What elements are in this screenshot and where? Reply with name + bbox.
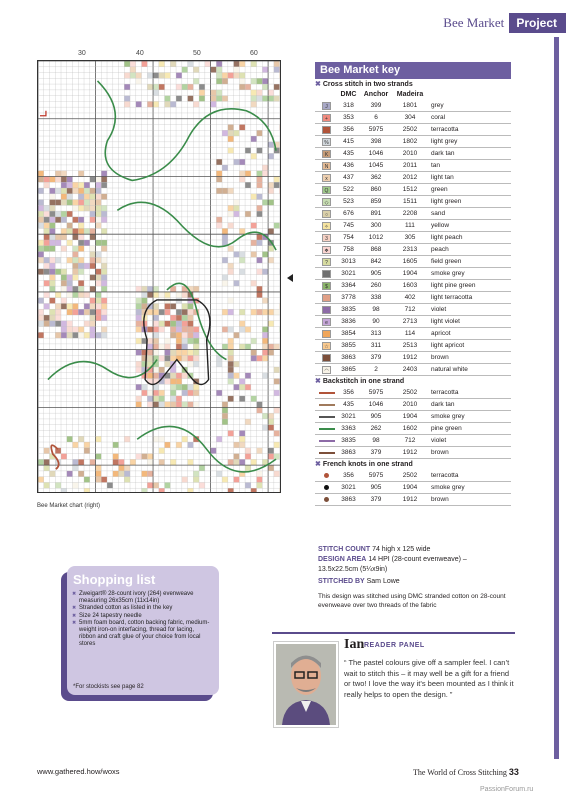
page-header — [443, 13, 566, 33]
key-madeira: 2502 — [402, 389, 418, 396]
shopping-item: ✖ Stranded cotton as listed in the key — [72, 605, 212, 612]
key-madeira: 1802 — [402, 138, 418, 145]
key-row — [315, 316, 511, 328]
key-madeira: 1912 — [402, 496, 418, 503]
panel-rule — [272, 632, 515, 634]
key-anchor: 260 — [370, 282, 382, 289]
key-name: peach — [431, 246, 449, 253]
key-dmc: 415 — [343, 138, 354, 145]
key-dmc: 523 — [343, 198, 354, 205]
key-name: grey — [431, 102, 444, 109]
backstitch-swatch — [319, 404, 335, 406]
key-dmc: 353 — [343, 114, 354, 121]
key-anchor: 399 — [370, 102, 382, 109]
key-madeira: 1801 — [402, 102, 418, 109]
chart-col-number: 30 — [78, 50, 86, 57]
key-row — [315, 387, 511, 399]
key-row — [315, 411, 511, 423]
key-anchor: 1046 — [368, 401, 384, 408]
french-knot-swatch — [324, 473, 329, 478]
key-name: light peach — [431, 234, 463, 241]
key-symbol-cell — [315, 114, 338, 122]
key-madeira: 2012 — [402, 174, 418, 181]
key-dmc: 3863 — [341, 354, 356, 361]
thread-swatch: e — [322, 318, 331, 326]
key-anchor: 262 — [370, 425, 382, 432]
cross-icon: ✖ — [315, 378, 321, 385]
panel-title: READER PANEL — [364, 642, 425, 649]
center-arrow-icon — [287, 274, 293, 282]
key-anchor: 313 — [370, 330, 382, 337]
key-name: light apricot — [431, 342, 465, 349]
backstitch-swatch — [319, 452, 335, 454]
header-tab: Project — [509, 13, 566, 33]
thread-swatch: Q — [322, 186, 331, 194]
key-dmc: 3021 — [341, 484, 356, 491]
key-symbol-cell — [315, 150, 338, 158]
key-madeira: 304 — [404, 114, 416, 121]
key-title: Bee Market key — [315, 62, 511, 79]
key-madeira: 2713 — [402, 318, 418, 325]
key-dmc: 318 — [343, 102, 354, 109]
french-knot-swatch — [324, 485, 329, 490]
key-madeira: 402 — [404, 294, 416, 301]
key-name: light terracotta — [431, 294, 473, 301]
thread-swatch — [322, 306, 331, 314]
key-madeira: 712 — [404, 437, 416, 444]
key-name: smoke grey — [431, 270, 465, 277]
key-name: coral — [431, 114, 446, 121]
key-row — [315, 494, 511, 506]
section-cross — [315, 79, 511, 90]
key-row — [315, 399, 511, 411]
key-dmc: 676 — [343, 210, 354, 217]
key-anchor: 905 — [370, 413, 382, 420]
key-row — [315, 447, 511, 459]
key-dmc: 356 — [343, 126, 354, 133]
key-symbol-cell — [315, 186, 338, 194]
thread-swatch — [322, 270, 331, 278]
key-anchor: 5975 — [368, 389, 384, 396]
thread-swatch: ☆ — [322, 342, 331, 350]
key-row — [315, 100, 511, 112]
key-dmc: 3836 — [341, 318, 356, 325]
key-row — [315, 292, 511, 304]
backstitch-swatch — [319, 416, 335, 418]
key-symbol-cell — [315, 440, 338, 442]
key-name: dark tan — [431, 150, 455, 157]
key-dmc: 3363 — [341, 425, 356, 432]
key-row — [315, 220, 511, 232]
key-anchor: 891 — [370, 210, 382, 217]
thread-swatch: ◇ — [322, 198, 331, 206]
key-row — [315, 172, 511, 184]
key-row — [315, 352, 511, 364]
key-row — [315, 435, 511, 447]
key-symbol-cell — [315, 330, 338, 338]
shopping-item: ✖ Size 24 tapestry needle — [72, 613, 212, 620]
thread-swatch: ◠ — [322, 366, 331, 374]
section-french — [315, 459, 511, 470]
key-name: brown — [431, 449, 449, 456]
key-row — [315, 196, 511, 208]
key-madeira: 2010 — [402, 150, 418, 157]
key-anchor: 98 — [372, 437, 380, 444]
key-dmc: 436 — [343, 162, 354, 169]
key-dmc: 3854 — [341, 330, 356, 337]
key-anchor: 905 — [370, 270, 382, 277]
key-madeira: 2011 — [403, 162, 417, 169]
key-dmc: 3835 — [341, 306, 356, 313]
reader-photo — [274, 642, 338, 727]
key-name: apricot — [431, 330, 451, 337]
thread-swatch: ? — [322, 258, 331, 266]
key-row — [315, 280, 511, 292]
key-anchor: 2 — [374, 366, 378, 373]
key-madeira: 1605 — [402, 258, 418, 265]
backstitch-swatch — [319, 440, 335, 442]
key-symbol-cell — [315, 246, 338, 254]
key-row — [315, 256, 511, 268]
key-row — [315, 328, 511, 340]
key-anchor: 1012 — [368, 234, 384, 241]
cross-stitch-chart — [37, 60, 281, 493]
key-dmc: 435 — [343, 150, 354, 157]
key-anchor: 398 — [370, 138, 382, 145]
key-symbol-cell — [315, 392, 338, 394]
thread-swatch: x — [322, 174, 331, 182]
key-madeira: 1904 — [402, 413, 418, 420]
col-anchor: Anchor — [363, 91, 389, 98]
key-symbol-cell — [315, 126, 338, 134]
key-anchor: 5975 — [368, 472, 384, 479]
key-anchor: 1045 — [368, 162, 384, 169]
key-madeira: 2502 — [402, 472, 418, 479]
key-madeira: 2313 — [402, 246, 418, 253]
thread-swatch: K — [322, 150, 331, 158]
key-anchor: 90 — [372, 318, 380, 325]
key-dmc: 3863 — [341, 496, 356, 503]
design-area: DESIGN AREA 14 HPI (28-count evenweave) – — [318, 556, 467, 563]
backstitch-swatch — [319, 428, 335, 430]
thread-swatch: ○ — [322, 210, 331, 218]
col-dmc: DMC — [340, 91, 357, 98]
key-symbol-cell — [315, 354, 338, 362]
col-madeira: Madeira — [396, 91, 424, 98]
key-symbol-cell — [315, 473, 338, 478]
key-anchor: 5975 — [368, 126, 384, 133]
header-title: Bee Market — [443, 15, 505, 30]
key-row — [315, 112, 511, 124]
key-symbol-cell — [315, 342, 338, 350]
footer-magazine: The World of Cross Stitching 33 — [413, 767, 519, 777]
key-madeira: 2010 — [402, 401, 418, 408]
key-madeira: 305 — [404, 234, 416, 241]
key-anchor: 311 — [370, 342, 382, 349]
key-anchor: 868 — [370, 246, 382, 253]
key-name: terracotta — [431, 472, 459, 479]
backstitch-swatch — [319, 392, 335, 394]
section-title: French knots in one strand — [322, 461, 413, 468]
key-anchor: 379 — [370, 354, 382, 361]
section-backstitch — [315, 376, 511, 387]
key-madeira: 1511 — [403, 198, 417, 205]
key-symbol-cell — [315, 234, 338, 242]
key-dmc: 437 — [343, 174, 354, 181]
stockist-note: *For stockists see page 82 — [73, 684, 144, 690]
key-anchor: 1046 — [368, 150, 384, 157]
key-row — [315, 304, 511, 316]
key-anchor: 842 — [370, 258, 382, 265]
stitch-count: STITCH COUNT 74 high x 125 wide — [318, 546, 431, 553]
key-madeira: 2208 — [402, 210, 418, 217]
key-dmc: 758 — [343, 246, 354, 253]
key-madeira: 1603 — [402, 282, 418, 289]
key-anchor: 379 — [370, 496, 382, 503]
key-dmc: 522 — [343, 186, 354, 193]
key-anchor: 300 — [370, 222, 382, 229]
shopping-list — [67, 566, 219, 695]
key-anchor: 362 — [370, 174, 382, 181]
key-symbol-cell — [315, 102, 338, 110]
section-title: Cross stitch in two strands — [322, 81, 413, 88]
key-name: pine green — [431, 425, 462, 432]
key-name: tan — [431, 162, 441, 169]
key-dmc: 745 — [343, 222, 354, 229]
key-dmc: 3778 — [341, 294, 356, 301]
key-madeira: 1512 — [402, 186, 418, 193]
key-name: light grey — [431, 138, 458, 145]
key-symbol-cell — [315, 162, 338, 170]
key-name: terracotta — [431, 389, 459, 396]
key-madeira: 1904 — [402, 270, 418, 277]
key-name: dark tan — [431, 401, 455, 408]
key-name: green — [431, 186, 448, 193]
footer-url[interactable]: www.gathered.how/woxs — [37, 767, 120, 776]
key-row — [315, 244, 511, 256]
key-anchor: 338 — [370, 294, 382, 301]
chart-col-number: 60 — [250, 50, 258, 57]
key-anchor: 6 — [374, 114, 378, 121]
key-name: light pine green — [431, 282, 476, 289]
key-symbol-cell — [315, 306, 338, 314]
key-madeira: 712 — [404, 306, 416, 313]
key-name: smoke grey — [431, 413, 465, 420]
key-name: terracotta — [431, 126, 459, 133]
key-madeira: 111 — [405, 222, 415, 229]
key-dmc: 3863 — [341, 449, 356, 456]
key-madeira: 2502 — [402, 126, 418, 133]
thread-swatch: % — [322, 138, 331, 146]
thread-swatch: + — [322, 114, 331, 122]
key-row — [315, 208, 511, 220]
key-row — [315, 148, 511, 160]
key-dmc: 3021 — [341, 413, 356, 420]
thread-swatch: N — [322, 162, 331, 170]
key-name: smoke grey — [431, 484, 465, 491]
key-row — [315, 124, 511, 136]
key-dmc: 356 — [343, 472, 354, 479]
key-name: violet — [431, 437, 447, 444]
thread-swatch: 3 — [322, 234, 331, 242]
key-dmc: 3855 — [341, 342, 356, 349]
key-anchor: 905 — [370, 484, 382, 491]
key-dmc: 3021 — [341, 270, 356, 277]
key-name: sand — [431, 210, 446, 217]
key-madeira: 114 — [404, 330, 416, 337]
key-symbol-cell — [315, 452, 338, 454]
chart-col-number: 50 — [193, 50, 201, 57]
key-dmc: 754 — [343, 234, 354, 241]
key-name: brown — [431, 354, 449, 361]
thread-swatch — [322, 354, 331, 362]
key-row — [315, 160, 511, 172]
side-rule — [554, 37, 559, 759]
key-name: field green — [431, 258, 462, 265]
key-dmc: 3865 — [341, 366, 356, 373]
key-madeira: 1904 — [402, 484, 418, 491]
shopping-item: ✖ Zweigart® 28-count ivory (264) evenweave measuring 26x35cm (11x14in) — [72, 591, 212, 605]
key-row — [315, 184, 511, 196]
key-row — [315, 482, 511, 494]
key-dmc: 3835 — [341, 437, 356, 444]
key-madeira: 1912 — [402, 354, 418, 361]
key-row — [315, 470, 511, 482]
key-symbol-cell — [315, 138, 338, 146]
key-dmc: 356 — [343, 389, 354, 396]
thread-swatch: ❖ — [322, 246, 331, 254]
key-symbol-cell — [315, 270, 338, 278]
thread-swatch: ✧ — [322, 222, 331, 230]
shopping-title: Shopping list — [73, 572, 156, 587]
key-symbol-cell — [315, 294, 338, 302]
key-anchor: 860 — [370, 186, 382, 193]
key-row — [315, 136, 511, 148]
stitched-by: STITCHED BY Sam Lowe — [318, 578, 400, 585]
key-symbol-cell — [315, 174, 338, 182]
thread-swatch — [322, 126, 331, 134]
key-symbol-cell — [315, 485, 338, 490]
key-symbol-cell — [315, 366, 338, 374]
key-madeira: 1602 — [402, 425, 418, 432]
key-anchor: 379 — [370, 449, 382, 456]
key-symbol-cell — [315, 282, 338, 290]
key-symbol-cell — [315, 428, 338, 430]
key-row — [315, 268, 511, 280]
shopping-item: ✖ 5mm foam board, cotton backing fabric, medium-weight iron-on interfacing, thread for lacing, ribbon and craft glue of your choice from local stores — [72, 620, 212, 649]
key-name: violet — [431, 306, 447, 313]
key-madeira: 1912 — [402, 449, 418, 456]
watermark: PassionForum.ru — [480, 786, 534, 793]
design-area-size: 13.5x22.5cm (5¼x9in) — [318, 566, 388, 573]
reader-name: Ian — [344, 637, 365, 652]
thread-swatch — [322, 294, 331, 302]
key-symbol-cell — [315, 318, 338, 326]
key-row — [315, 232, 511, 244]
key-madeira: 2513 — [402, 342, 418, 349]
key-dmc: 435 — [343, 401, 354, 408]
key-name: light green — [431, 198, 462, 205]
chart-col-number: 40 — [136, 50, 144, 57]
cross-icon: ✖ — [315, 81, 321, 88]
reader-quote: “ The pastel colours give off a sampler feel. I can’t wait to stitch this – it may well be a gift for a friend or two! I love the way it’s been mounted as I think it really helps to open the design. ” — [344, 658, 514, 699]
key-symbol-cell — [315, 497, 338, 502]
shopping-items — [72, 591, 212, 649]
key-anchor: 859 — [370, 198, 382, 205]
key-symbol-cell — [315, 210, 338, 218]
key-name: yellow — [431, 222, 450, 229]
thread-swatch — [322, 330, 331, 338]
thread-swatch: $ — [322, 282, 331, 290]
cross-icon: ✖ — [315, 461, 321, 468]
key-symbol-cell — [315, 258, 338, 266]
key-dmc: 3013 — [341, 258, 356, 265]
key-symbol-cell — [315, 404, 338, 406]
key-name: light tan — [431, 174, 454, 181]
key-symbol-cell — [315, 416, 338, 418]
key-row — [315, 423, 511, 435]
thread-swatch: J — [322, 102, 331, 110]
key-row — [315, 364, 511, 376]
key-header — [315, 90, 511, 100]
chart-caption: Bee Market chart (right) — [37, 503, 101, 509]
key-symbol-cell — [315, 198, 338, 206]
french-knot-swatch — [324, 497, 329, 502]
key-anchor: 98 — [372, 306, 380, 313]
key-name: natural white — [431, 366, 468, 373]
key-name: light violet — [431, 318, 460, 325]
design-description: This design was stitched using DMC stranded cotton on 28-count evenweave over two threads of the fabric — [318, 593, 506, 609]
key-symbol-cell — [315, 222, 338, 230]
page-number: 33 — [508, 767, 519, 777]
key-madeira: 2403 — [402, 366, 418, 373]
key-name: brown — [431, 496, 449, 503]
key-dmc: 3364 — [341, 282, 356, 289]
key-panel — [315, 62, 511, 506]
key-row — [315, 340, 511, 352]
section-title: Backstitch in one strand — [322, 378, 405, 385]
reader-panel — [272, 632, 515, 732]
